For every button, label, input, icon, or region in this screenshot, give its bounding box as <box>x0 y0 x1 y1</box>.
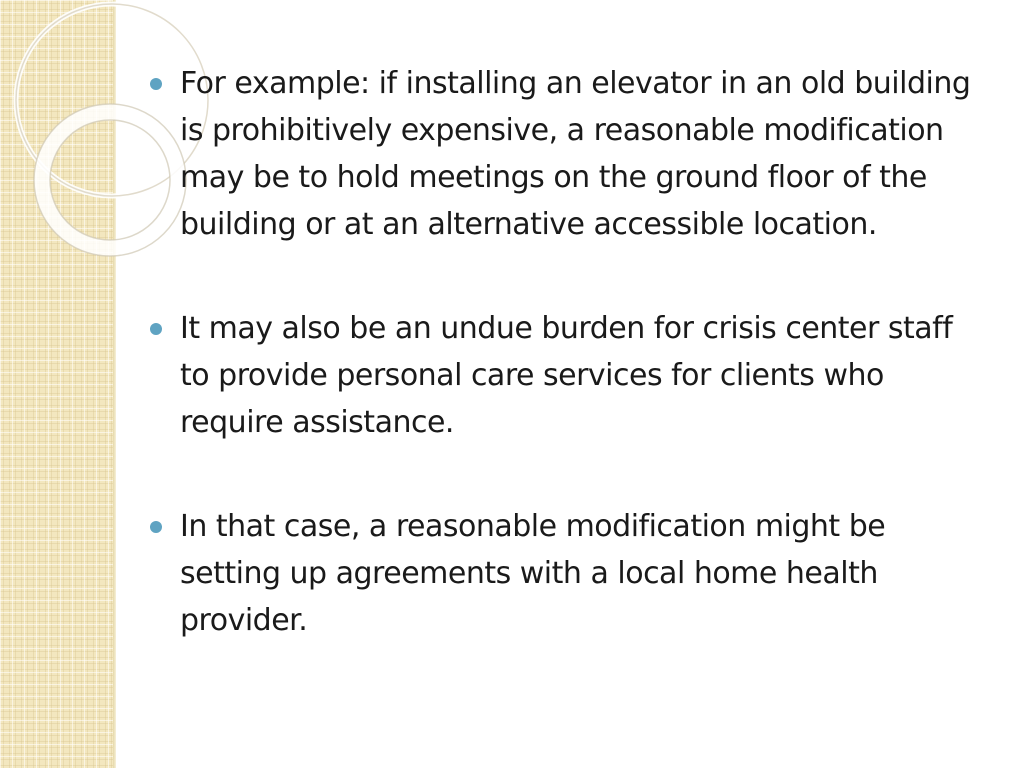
bullet-item-elevator <box>146 60 986 248</box>
bullet-item-personal-care <box>146 305 986 446</box>
bullet-dot-icon <box>150 521 162 533</box>
bullet-text: It may also be an undue burden for crisis center staff to provide personal care services for clients who require assistance. <box>180 311 953 440</box>
bullet-list <box>146 60 986 644</box>
bullet-dot-icon <box>150 78 162 90</box>
bullet-item-home-health <box>146 503 986 644</box>
bullet-text: In that case, a reasonable modification might be setting up agreements with a local home health provider. <box>180 509 886 638</box>
bullet-dot-icon <box>150 323 162 335</box>
decorative-rings-icon <box>0 0 140 260</box>
bullet-text: For example: if installing an elevator in an old building is prohibitively expensive, a reasonable modification may be to hold meetings on the ground floor of the building or at an alternative accessible location. <box>180 66 971 242</box>
